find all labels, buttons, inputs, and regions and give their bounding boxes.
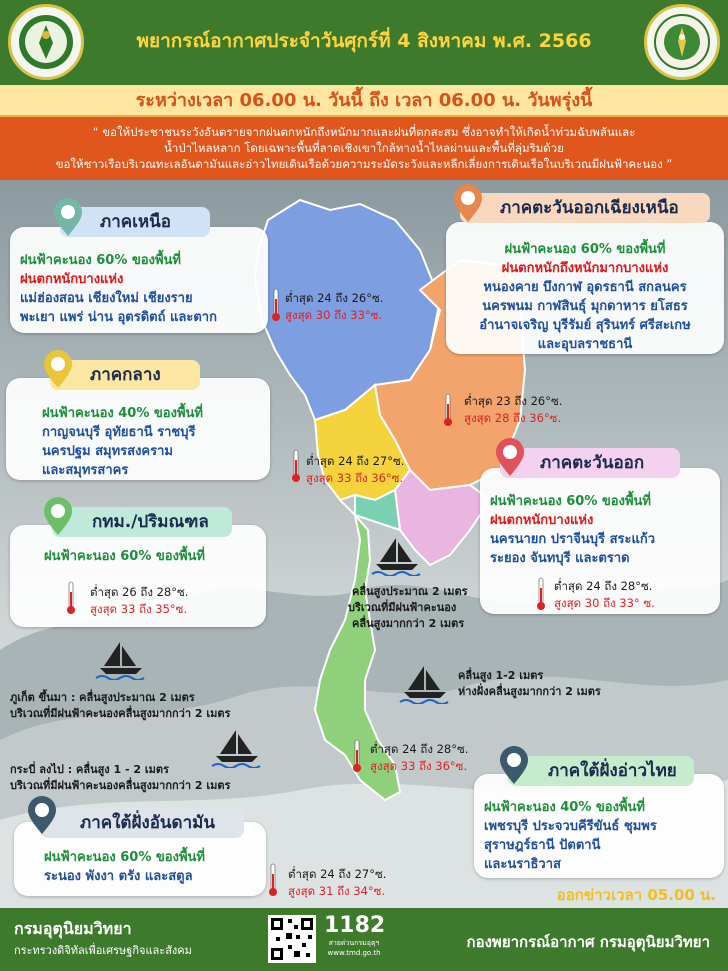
rain-chance: ฝนฟ้าคะนอง 40% ของพื้นที่: [42, 406, 203, 421]
rain-chance: ฝนฟ้าคะนอง 60% ของพื้นที่: [504, 242, 666, 257]
province-list: เพชรบุรี ประจวบคีรีขันธ์ ชุมพร: [484, 819, 657, 834]
wave-line: ห่างฝั่งคลื่นสูงมากกว่า 2 เมตร: [458, 685, 601, 698]
province-list: และอุบลราชธานี: [537, 337, 633, 352]
header-bar: [0, 0, 728, 85]
department-logo-left: [8, 4, 84, 80]
province-list: อำนาจเจริญ บุรีรัมย์ สุรินทร์ ศรีสะเกษ: [479, 318, 691, 333]
region-card-northeast: [446, 222, 724, 354]
region-title-bangkok: กทม./ปริมณฑล: [52, 507, 232, 537]
province-list: ระนอง พังงา ตรัง และสตูล: [44, 869, 193, 884]
province-list: และนราธิวาส: [484, 857, 561, 872]
heavy-rain: ฝนตกหนักถึงหนักมากบางแห่ง: [501, 261, 669, 276]
wave-info-phuket: [10, 690, 230, 722]
region-title-northeast: ภาคตะวันออกเฉียงเหนือ: [460, 193, 710, 223]
warning-banner: [0, 117, 728, 180]
region-title-south-gulf: ภาคใต้ฝั่งอ่าวไทย: [508, 756, 694, 786]
rain-chance: ฝนฟ้าคะนอง 60% ของพื้นที่: [20, 253, 181, 268]
thermometer-icon: [352, 738, 362, 774]
wave-line: คลื่นสูง 1-2 เมตร: [458, 669, 544, 682]
hotline-number: 1182: [324, 913, 386, 938]
warning-line: น้ำป่าไหลหลาก โดยเฉพาะพื้นที่ลาดเชิงเขาใกล้ทางน้ำไหลผ่านและพื้นที่ลุ่มริมด้วย: [164, 141, 564, 155]
location-pin-icon: [22, 796, 62, 836]
min-temp: ต่ำสุด 24 ถึง 28°ซ.: [554, 579, 653, 593]
max-temp: สูงสุด 33 ถึง 36°ซ.: [306, 471, 404, 485]
min-temp: ต่ำสุด 24 ถึง 26°ซ.: [285, 291, 384, 305]
wave-line: บริเวณที่มีฝนฟ้าคะนองคลื่นสูงมากกว่า 2 เมตร: [10, 779, 231, 792]
boat-icon: [398, 664, 452, 704]
qr-code-icon[interactable]: [268, 915, 316, 963]
footer-ministry: กระทรวงดิจิทัลเพื่อเศรษฐกิจและสังคม: [14, 944, 192, 957]
warning-line: “ ขอให้ประชาชนระวังอันตรายจากฝนตกหนักถึงหนักมากและฝนที่ตกสะสม ซึ่งอาจทำให้เกิดน้ำท่วมฉับพลันและ: [92, 125, 636, 139]
region-card-south-gulf: [474, 774, 724, 878]
emblem-icon: [17, 13, 75, 71]
region-card-central: [6, 378, 270, 480]
temperature-south-andaman: [288, 866, 386, 900]
location-pin-icon: [48, 198, 88, 238]
page-title: พยากรณ์อากาศประจำวันศุกร์ที่ 4 สิงหาคม พ.ศ. 2566: [136, 30, 592, 52]
boat-icon: [94, 640, 148, 680]
region-title-north: ภาคเหนือ: [60, 207, 210, 237]
hotline-block: [324, 914, 384, 958]
temperature-northeast: [464, 393, 562, 427]
warning-line: ขอให้ชาวเรือบริเวณทะเลอันดามันและอ่าวไทยเดินเรือด้วยความระมัดระวังและหลีกเลี่ยงการเดินเรือในบริเวณมีฝนฟ้าคะนอง ”: [55, 157, 673, 171]
wave-line: กระบี่ ลงไป : คลื่นสูง 1 - 2 เมตร: [10, 763, 169, 776]
forecast-period: ระหว่างเวลา 06.00 น. วันนี้ ถึง เวลา 06.00 น. วันพรุ่งนี้: [0, 85, 728, 117]
thermometer-icon: [268, 862, 278, 898]
thermometer-icon: [66, 580, 76, 616]
province-list: นครปฐม สมุทรสงคราม: [42, 444, 173, 459]
department-logo-right: [644, 4, 720, 80]
rain-chance: ฝนฟ้าคะนอง 60% ของพื้นที่: [44, 549, 205, 564]
location-pin-icon: [38, 350, 78, 390]
min-temp: ต่ำสุด 24 ถึง 27°ซ.: [306, 454, 405, 468]
wave-line: บริเวณที่มีฝนฟ้าคะนอง: [348, 601, 457, 614]
province-list: นครพนม กาฬสินธุ์ มุกดาหาร ยโสธร: [482, 299, 688, 314]
thermometer-icon: [291, 448, 301, 484]
location-pin-icon: [494, 746, 534, 786]
temperature-east: [554, 578, 655, 612]
temperature-south-gulf: [370, 741, 468, 775]
rain-chance: ฝนฟ้าคะนอง 60% ของพื้นที่: [44, 850, 205, 865]
footer-org: กรมอุตุนิยมวิทยา: [14, 919, 132, 938]
min-temp: ต่ำสุด 26 ถึง 28°ซ.: [90, 585, 189, 599]
region-card-north: [10, 227, 268, 333]
wave-info-lower-gulf: [458, 668, 601, 700]
footer-division: กองพยากรณ์อากาศ กรมอุตุนิยมวิทยา: [466, 933, 710, 951]
website-link[interactable]: www.tmd.go.th: [327, 949, 381, 957]
region-title-east: ภาคตะวันออก: [500, 448, 680, 478]
region-title-south-andaman: ภาคใต้ฝั่งอันดามัน: [40, 808, 244, 838]
max-temp: สูงสุด 28 ถึง 36°ซ.: [464, 411, 562, 425]
wave-line: คลื่นสูงประมาณ 2 เมตร: [352, 585, 468, 598]
max-temp: สูงสุด 31 ถึง 34°ซ.: [288, 884, 386, 898]
temperature-bangkok: [90, 584, 188, 618]
min-temp: ต่ำสุด 24 ถึง 27°ซ.: [288, 867, 387, 881]
boat-icon: [370, 536, 424, 576]
thermometer-icon: [271, 287, 281, 323]
province-list: นครนายก ปราจีนบุรี สระแก้ว: [490, 532, 656, 547]
issue-time: ออกข่าวเวลา 05.00 น.: [556, 886, 716, 904]
wave-line: ภูเก็ต ขึ้นมา : คลื่นสูงประมาณ 2 เมตร: [10, 691, 195, 704]
temperature-central: [306, 453, 404, 487]
location-pin-icon: [38, 497, 78, 537]
heavy-rain: ฝนตกหนักบางแห่ง: [20, 272, 124, 287]
province-list: กาญจนบุรี อุทัยธานี ราชบุรี: [42, 425, 196, 440]
footer-bar: [0, 908, 728, 971]
max-temp: สูงสุด 33 ถึง 36°ซ.: [370, 759, 468, 773]
thermometer-icon: [536, 576, 546, 612]
max-temp: สูงสุด 30 ถึง 33°ซ.: [285, 308, 383, 322]
hotline-label: สายด่วนกรมอุตุฯ: [328, 939, 380, 947]
province-list: และสมุทรสาคร: [42, 463, 129, 478]
temperature-north: [285, 290, 383, 324]
meteorological-seal-icon: [653, 13, 711, 71]
min-temp: ต่ำสุด 23 ถึง 26°ซ.: [464, 394, 563, 408]
location-pin-icon: [448, 184, 488, 224]
rain-chance: ฝนฟ้าคะนอง 60% ของพื้นที่: [490, 494, 651, 509]
location-pin-icon: [490, 438, 530, 478]
min-temp: ต่ำสุด 24 ถึง 28°ซ.: [370, 742, 469, 756]
wave-line: บริเวณที่มีฝนฟ้าคะนองคลื่นสูงมากกว่า 2 เมตร: [10, 707, 231, 720]
wave-line: คลื่นสูงมากกว่า 2 เมตร: [352, 617, 465, 630]
rain-chance: ฝนฟ้าคะนอง 40% ของพื้นที่: [484, 800, 645, 815]
heavy-rain: ฝนตกหนักบางแห่ง: [490, 513, 594, 528]
max-temp: สูงสุด 30 ถึง 33° ซ.: [554, 596, 655, 610]
province-list: แม่ฮ่องสอน เชียงใหม่ เชียงราย: [20, 291, 193, 306]
province-list: สุราษฎร์ธานี ปัตตานี: [484, 838, 601, 853]
province-list: พะเยา แพร่ น่าน อุตรดิตถ์ และตาก: [20, 310, 217, 325]
province-list: หนองคาย บึงกาฬ อุดรธานี สกลนคร: [483, 280, 687, 295]
wave-info-krabi: [10, 762, 230, 794]
region-title-central: ภาคกลาง: [50, 360, 200, 390]
province-list: ระยอง จันทบุรี และตราด: [490, 551, 630, 566]
max-temp: สูงสุด 33 ถึง 35°ซ.: [90, 602, 188, 616]
thermometer-icon: [443, 392, 453, 428]
wave-info-upper-gulf: [348, 584, 468, 632]
